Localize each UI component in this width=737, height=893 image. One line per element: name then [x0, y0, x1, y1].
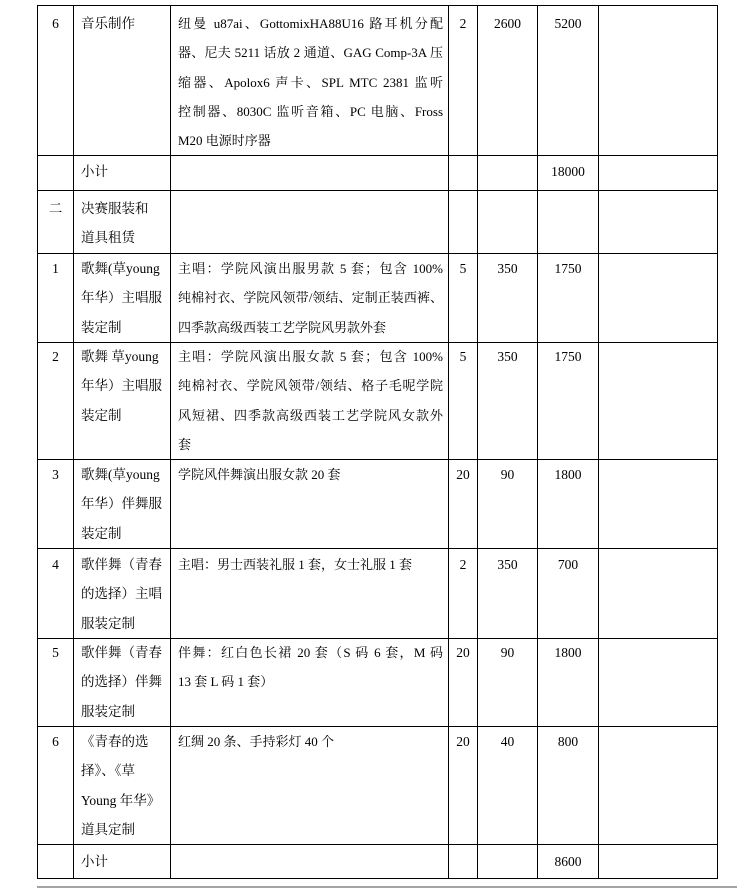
unit-price-cell: 350: [478, 547, 538, 639]
index-cell: 3: [38, 457, 74, 549]
description-line: 控制器、8030C 监听音箱、PC 电脑、Fross: [178, 103, 443, 119]
amount-cell: 1750: [538, 339, 599, 460]
subtotal-row: [38, 844, 718, 879]
description-cell: [171, 844, 449, 879]
section-title-cell: [74, 191, 171, 254]
unit-price-cell: [478, 844, 538, 879]
description-cell: [171, 154, 449, 191]
remark-cell: [599, 724, 718, 845]
description-line: 13 套 L 码 1 套）: [178, 674, 274, 690]
item-name-line: 装定制: [81, 407, 122, 423]
item-name-cell: [74, 724, 171, 845]
item-name-line: 服装定制: [81, 615, 135, 631]
description-line: 风短裙、四季款高级西装工艺学院风女款外: [178, 407, 443, 423]
item-name-line: 歌伴舞（青春: [81, 645, 162, 660]
section-title-line: 道具租赁: [81, 230, 135, 246]
remark-cell: [599, 547, 718, 639]
amount-cell: 1800: [538, 635, 599, 727]
item-name-line: 的选择）主唱: [81, 586, 162, 602]
quantity-cell: [449, 191, 478, 254]
description-line: 缩器、Apolox6 声卡、SPL MTC 2381 监听: [178, 74, 443, 90]
item-row-props: [38, 724, 718, 844]
amount-cell: [538, 191, 599, 254]
item-name-cell: [74, 339, 171, 460]
item-row-lead-male-costume: [38, 251, 718, 339]
subtotal-label: 小计: [81, 854, 108, 869]
remark-cell: [599, 339, 718, 460]
description-cell: [171, 547, 449, 639]
index-cell: 2: [38, 339, 74, 460]
item-name-cell: [74, 154, 171, 191]
item-name-line: 《青春的选: [81, 734, 149, 749]
remark-cell: [599, 457, 718, 549]
remark-cell: [599, 191, 718, 254]
quantity-cell: [449, 154, 478, 191]
item-name-cell: [74, 6, 171, 156]
unit-price-cell: 350: [478, 251, 538, 343]
description-line: 套: [178, 436, 192, 452]
page-bottom-rule: [37, 886, 737, 888]
unit-price-cell: 40: [478, 724, 538, 845]
remark-cell: [599, 635, 718, 727]
item-name-line: 歌舞 草young: [81, 349, 159, 364]
item-name-line: 歌舞(草young: [81, 261, 160, 276]
unit-price-cell: [478, 154, 538, 191]
budget-table: [37, 5, 718, 879]
unit-price-cell: [478, 191, 538, 254]
item-row-backup-dancer-costume: [38, 457, 718, 547]
description-line: 主唱：男士西装礼服 1 套，女士礼服 1 套: [178, 557, 413, 572]
item-name-line: 道具定制: [81, 821, 135, 837]
quantity-cell: [449, 844, 478, 879]
amount-cell: 800: [538, 724, 599, 845]
item-name-line: 装定制: [81, 319, 122, 335]
remark-cell: [599, 154, 718, 191]
description-cell: [171, 191, 449, 254]
quantity-cell: 20: [449, 724, 478, 845]
item-name-line: 的选择）伴舞: [81, 674, 162, 690]
item-row-lead-female-costume: [38, 339, 718, 457]
item-name-line: 年华）主唱服: [81, 378, 162, 394]
description-cell: [171, 339, 449, 460]
description-line: 器、尼夫 5211 话放 2 通道、GAG Comp-3A 压: [178, 45, 443, 61]
unit-price-cell: 2600: [478, 6, 538, 156]
description-line: 学院风伴舞演出服女款 20 套: [178, 467, 341, 482]
unit-price-cell: 90: [478, 635, 538, 727]
remark-cell: [599, 844, 718, 879]
item-row-song-dance-lead-costume: [38, 547, 718, 635]
quantity-cell: 2: [449, 547, 478, 639]
index-cell: 4: [38, 547, 74, 639]
description-line: 红绸 20 条、手持彩灯 40 个: [178, 734, 335, 749]
section-index-cell: 二: [38, 191, 74, 254]
description-cell: [171, 635, 449, 727]
remark-cell: [599, 251, 718, 343]
description-line: M20 电源时序器: [178, 133, 271, 149]
amount-cell: 1800: [538, 457, 599, 549]
section-title-line: 决赛服装和: [81, 201, 149, 216]
unit-price-cell: 350: [478, 339, 538, 460]
amount-cell: 5200: [538, 6, 599, 156]
index-cell: 6: [38, 6, 74, 156]
description-line: 纯棉衬衣、学院风领带/领结、定制正装西裤、: [178, 290, 443, 306]
description-line: 伴舞：红白色长裙 20 套（S 码 6 套，M 码: [178, 645, 443, 660]
description-line: 纯棉衬衣、学院风领带/领结、格子毛呢学院: [178, 378, 443, 394]
item-name-line: 年华）伴舞服: [81, 496, 162, 512]
item-row-music-production: [38, 6, 718, 154]
quantity-cell: 20: [449, 635, 478, 727]
item-name-line: 歌伴舞（青春: [81, 557, 162, 572]
item-name-line: 择》、《草: [81, 763, 135, 779]
subtotal-amount-cell: 18000: [538, 154, 599, 191]
description-line: 主唱：学院风演出服女款 5 套；包含 100%: [178, 349, 443, 364]
unit-price-cell: 90: [478, 457, 538, 549]
item-name-cell: [74, 457, 171, 549]
remark-cell: [599, 6, 718, 156]
description-cell: [171, 457, 449, 549]
description-cell: [171, 251, 449, 343]
amount-cell: 700: [538, 547, 599, 639]
description-cell: [171, 724, 449, 845]
description-line: 主唱：学院风演出服男款 5 套；包含 100%: [178, 261, 443, 276]
subtotal-row: [38, 154, 718, 191]
index-cell: [38, 844, 74, 879]
item-name-cell: [74, 844, 171, 879]
item-name-line: 年华）主唱服: [81, 290, 162, 306]
item-name-line: 歌舞(草young: [81, 467, 160, 482]
amount-cell: 1750: [538, 251, 599, 343]
subtotal-label: 小计: [81, 164, 108, 179]
index-cell: 5: [38, 635, 74, 727]
subtotal-amount-cell: 8600: [538, 844, 599, 879]
item-name-line: 服装定制: [81, 703, 135, 719]
item-name-cell: [74, 547, 171, 639]
item-name-cell: [74, 251, 171, 343]
index-cell: 1: [38, 251, 74, 343]
quantity-cell: 2: [449, 6, 478, 156]
index-cell: [38, 154, 74, 191]
item-row-song-dance-dancer-costume: [38, 635, 718, 724]
index-cell: 6: [38, 724, 74, 845]
quantity-cell: 5: [449, 339, 478, 460]
quantity-cell: 20: [449, 457, 478, 549]
description-line: 四季款高级西装工艺学院风男款外套: [178, 319, 387, 335]
section-header-row: [38, 191, 718, 251]
description-cell: [171, 6, 449, 156]
item-name-line: 装定制: [81, 525, 122, 541]
description-line: 纽曼 u87ai、GottomixHA88U16 路耳机分配: [178, 16, 443, 31]
item-name-line: Young 年华》: [81, 792, 161, 808]
quantity-cell: 5: [449, 251, 478, 343]
item-name-cell: [74, 635, 171, 727]
item-name-line: 音乐制作: [81, 16, 135, 31]
